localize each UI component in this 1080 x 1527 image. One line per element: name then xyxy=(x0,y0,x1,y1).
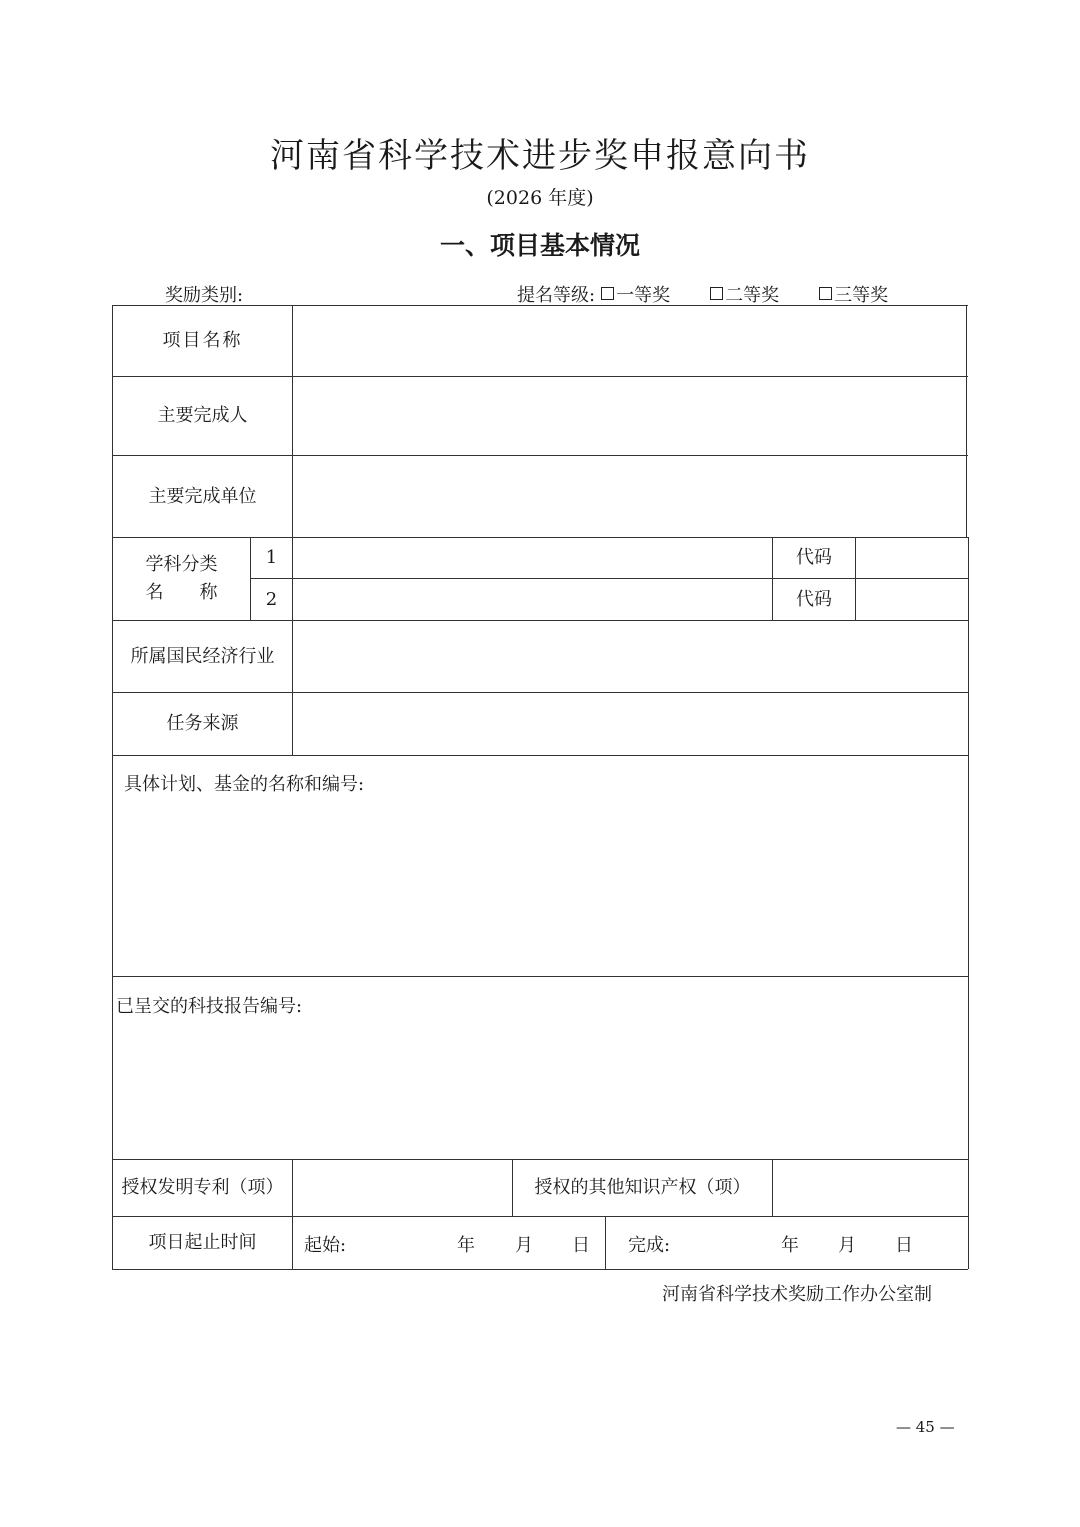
other-ip-label: 授权的其他知识产权（项） xyxy=(534,1177,751,1199)
main-contributors-field[interactable] xyxy=(293,377,966,455)
document-year: (2026 年度) xyxy=(486,187,594,209)
main-units-label: 主要完成单位 xyxy=(148,485,257,507)
tech-report-field[interactable] xyxy=(113,1022,968,1159)
period-label: 项日起止时间 xyxy=(148,1232,257,1254)
table-line xyxy=(968,537,969,1269)
discipline-name-field-2[interactable] xyxy=(293,579,772,620)
industry-field[interactable] xyxy=(293,621,968,692)
discipline-index-2: 2 xyxy=(265,588,278,610)
task-source-field[interactable] xyxy=(293,693,968,755)
nomination-level-label: 提名等级: xyxy=(517,285,596,306)
project-name-field[interactable] xyxy=(293,306,966,376)
section-heading: 一、项目基本情况 xyxy=(439,231,640,260)
patents-label: 授权发明专利（项） xyxy=(121,1177,284,1199)
main-units-field[interactable] xyxy=(293,456,966,537)
industry-label: 所属国民经济行业 xyxy=(130,645,275,667)
start-month-unit: 月 xyxy=(515,1235,533,1256)
issuer-note: 河南省科学技术奖励工作办公室制 xyxy=(662,1284,932,1305)
end-year-unit: 年 xyxy=(781,1235,799,1256)
start-label: 起始: xyxy=(304,1235,347,1256)
other-ip-field[interactable] xyxy=(773,1160,968,1216)
discipline-name-field-1[interactable] xyxy=(293,538,772,578)
main-contributors-label: 主要完成人 xyxy=(157,405,248,427)
nomination-level xyxy=(517,281,888,307)
code-field-1[interactable] xyxy=(856,538,968,578)
code-label-2: 代码 xyxy=(796,588,832,610)
table-line xyxy=(112,1269,968,1270)
patents-field[interactable] xyxy=(293,1160,512,1216)
task-source-label: 任务来源 xyxy=(166,713,239,735)
discipline-label-line2: 名 称 xyxy=(145,582,218,603)
end-label: 完成: xyxy=(628,1235,671,1256)
code-field-2[interactable] xyxy=(856,579,968,620)
discipline-index-1: 1 xyxy=(265,547,278,569)
end-month-unit: 月 xyxy=(838,1235,856,1256)
project-name-label: 项目名称 xyxy=(162,330,243,352)
tech-report-label: 已呈交的科技报告编号: xyxy=(116,996,303,1017)
start-year-unit: 年 xyxy=(457,1235,475,1256)
option-second-prize: 二等奖 xyxy=(725,285,780,306)
plan-fund-field[interactable] xyxy=(113,800,968,976)
award-category-label: 奖励类别: xyxy=(165,285,244,306)
table-line xyxy=(605,1216,606,1269)
discipline-label-line1: 学科分类 xyxy=(145,554,218,576)
discipline-label xyxy=(113,538,250,620)
document-title: 河南省科学技术进步奖申报意向书 xyxy=(270,136,810,176)
table-line xyxy=(112,755,968,756)
option-first-prize: 一等奖 xyxy=(616,285,671,306)
plan-fund-label: 具体计划、基金的名称和编号: xyxy=(124,774,365,795)
page-number: — 45 — xyxy=(896,1418,955,1436)
checkbox-first-prize[interactable] xyxy=(601,287,614,300)
table-line xyxy=(112,976,968,977)
option-third-prize: 三等奖 xyxy=(834,285,889,306)
checkbox-second-prize[interactable] xyxy=(710,287,723,300)
code-label-1: 代码 xyxy=(796,547,832,569)
end-day-unit: 日 xyxy=(895,1235,913,1256)
checkbox-third-prize[interactable] xyxy=(819,287,832,300)
table-line xyxy=(966,305,967,537)
start-day-unit: 日 xyxy=(572,1235,590,1256)
